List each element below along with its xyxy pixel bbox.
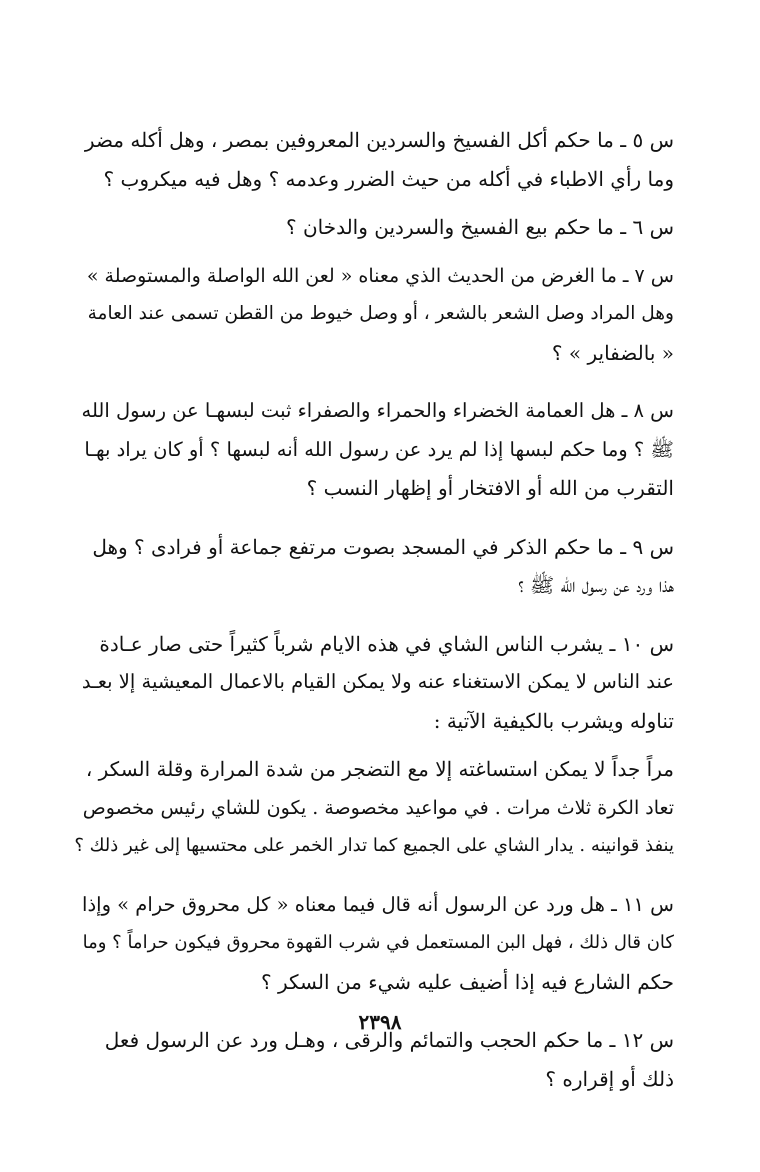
question-line: س ٨ ـ هل العمامة الخضراء والحمراء والصفراء ثبت لبسهـا عن رسول الله bbox=[81, 399, 674, 422]
question-5 bbox=[74, 121, 674, 198]
question-line: س ١٢ ـ ما حكم الحجب والتمائم والرقى ، وهـل ورد عن الرسول فعل bbox=[104, 1028, 674, 1052]
question-line: تناوله ويشرب بالكيفية الآتية : bbox=[433, 708, 674, 733]
question-line: « بالضفاير » ؟ bbox=[551, 340, 674, 365]
question-8 bbox=[74, 392, 674, 508]
question-line: وهل المراد وصل الشعر بالشعر ، أو وصل خيوط من القطن تسمى عند العامة bbox=[87, 303, 674, 324]
question-line: حكم الشارع فيه إذا أضيف عليه شيء من السكر ؟ bbox=[261, 969, 674, 994]
question-10 bbox=[74, 625, 674, 741]
question-line: ﷺ ؟ وما حكم لبسها إذا لم يرد عن رسول الله أنه لبسها ؟ أو كان يراد بهـا bbox=[84, 437, 674, 461]
question-line: س ٧ ـ ما الغرض من الحديث الذي معناه « لعن الله الواصلة والمستوصلة » bbox=[86, 264, 674, 287]
question-line: تعاد الكرة ثلاث مرات . في مواعيد مخصوصة . يكون للشاي رئيس مخصوص bbox=[82, 796, 674, 819]
question-line: س ١١ ـ هل ورد عن الرسول أنه قال فيما معناه « كل محروق حرام » وإذا bbox=[82, 892, 674, 916]
question-line: وما رأي الاطباء في أكله من حيث الضرر وعدمه ؟ وهل فيه ميكروب ؟ bbox=[103, 166, 674, 191]
question-line: هذا ورد عن رسول الله ﷺ ؟ bbox=[518, 573, 674, 597]
page-number: ٢٣٩٨ bbox=[358, 1010, 402, 1034]
question-line: س ٦ ـ ما حكم بيع الفسيخ والسردين والدخان ؟ bbox=[285, 215, 674, 239]
question-line: س ٩ ـ ما حكم الذكر في المسجد بصوت مرتفع جماعة أو فرادى ؟ وهل bbox=[92, 534, 674, 559]
question-line: ذلك أو إقراره ؟ bbox=[545, 1066, 674, 1091]
question-line: س ٥ ـ ما حكم أكل الفسيخ والسردين المعروفين بمصر ، وهل أكله مضر bbox=[84, 128, 674, 152]
question-line: ينفذ قوانينه . يدار الشاي على الجميع كما تدار الخمر على محتسيها إلى غير ذلك ؟ bbox=[74, 835, 674, 856]
question-line: كان قال ذلك ، فهل البن المستعمل في شرب القهوة محروق فيكون حراماً ؟ وما bbox=[82, 932, 674, 953]
question-line: عند الناس لا يمكن الاستغناء عنه ولا يمكن القيام بالاعمال المعيشية إلا بعـد bbox=[81, 670, 674, 693]
question-11 bbox=[74, 886, 674, 1002]
question-9 bbox=[74, 528, 674, 605]
page-content bbox=[74, 121, 674, 1098]
question-10-continuation bbox=[74, 750, 674, 866]
question-line: س ١٠ ـ يشرب الناس الشاي في هذه الايام شرباً كثيراً حتى صار عـادة bbox=[99, 631, 674, 656]
question-7 bbox=[74, 257, 674, 373]
question-line: مراً جداً لا يمكن استساغته إلا مع التضجر من شدة المرارة وقلة السكر ، bbox=[85, 757, 674, 781]
question-6 bbox=[74, 208, 674, 247]
question-line: التقرب من الله أو الافتخار أو إظهار النسب ؟ bbox=[306, 476, 674, 500]
